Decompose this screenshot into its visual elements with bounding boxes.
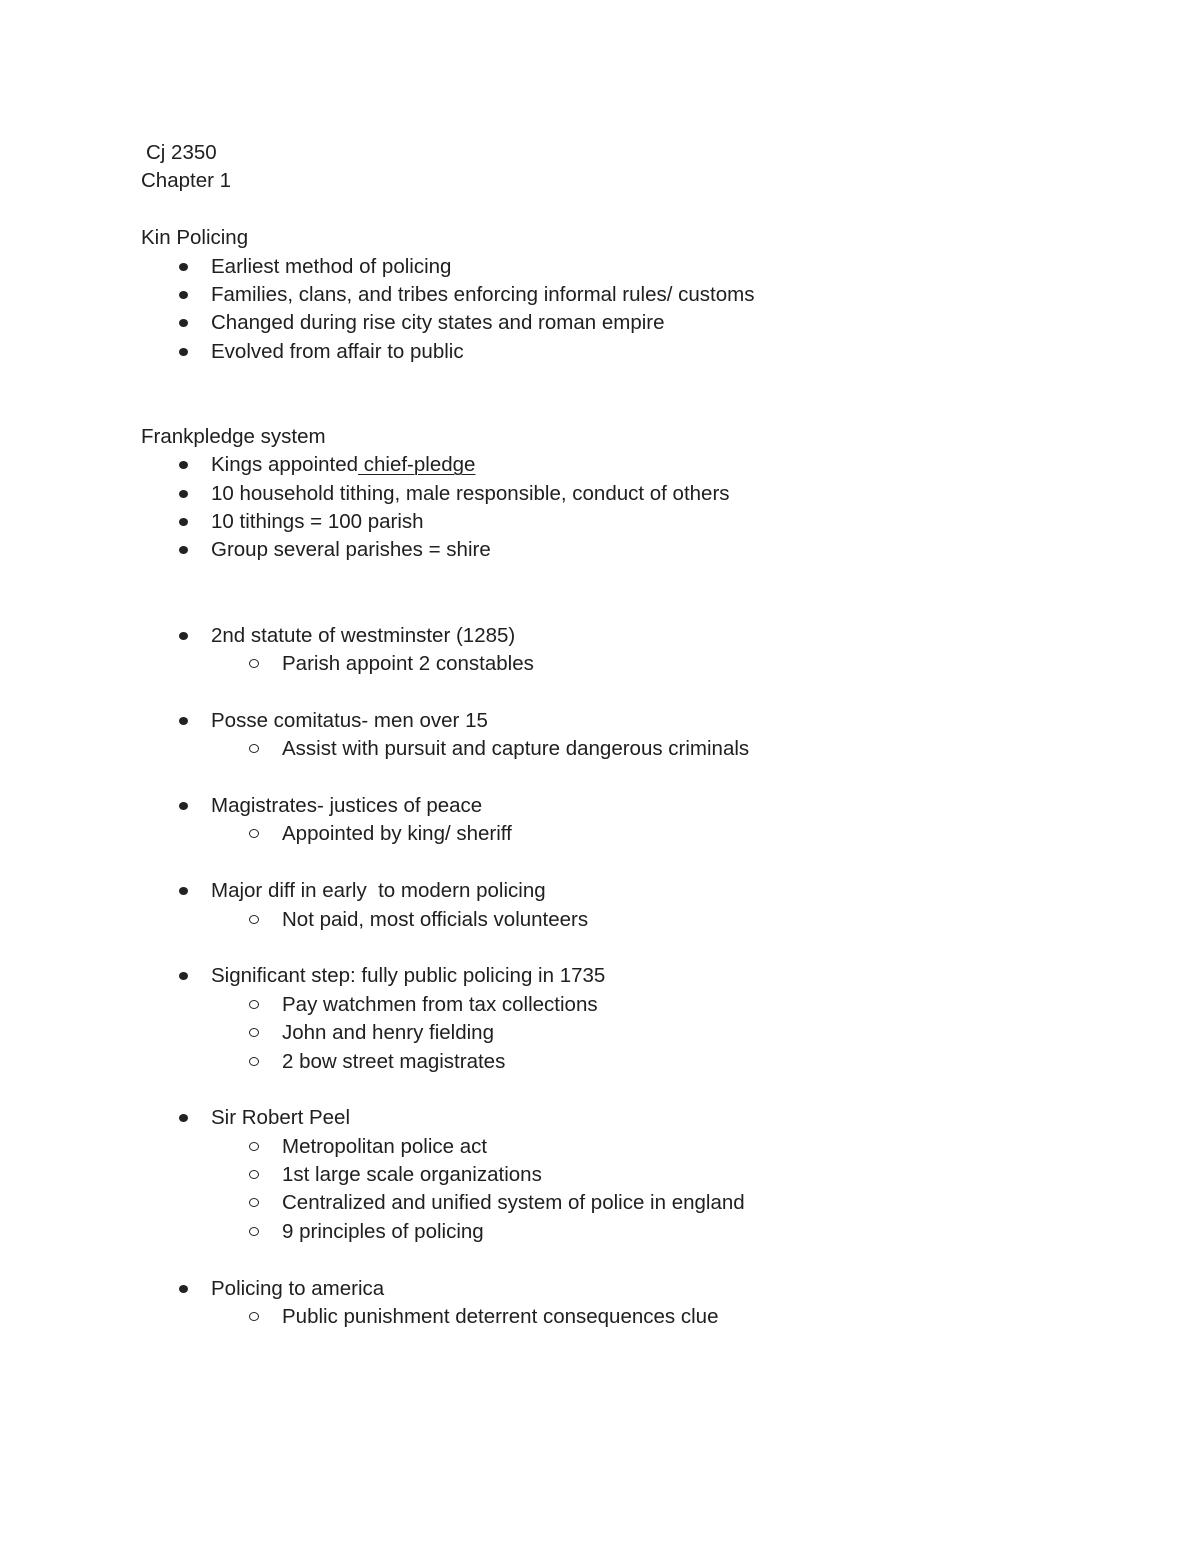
sub-list-item: Assist with pursuit and capture dangerous criminals	[141, 735, 1141, 763]
spacer	[141, 395, 1141, 423]
list-item: Policing to america	[141, 1275, 1141, 1303]
bullet-icon	[179, 972, 188, 980]
bullet-icon	[179, 1285, 188, 1293]
bullet-icon	[179, 490, 188, 498]
list-item: 10 tithings = 100 parish	[141, 508, 1141, 536]
list-item: Significant step: fully public policing in 1735	[141, 962, 1141, 990]
bullet-icon	[179, 518, 188, 526]
spacer	[141, 678, 1141, 706]
document-body	[141, 139, 1141, 1331]
hollow-bullet-icon	[249, 1028, 259, 1037]
sub-list-item: Parish appoint 2 constables	[141, 650, 1141, 678]
bullet-icon	[179, 802, 188, 810]
course-title: Cj 2350	[146, 141, 217, 164]
hollow-bullet-icon	[249, 1227, 259, 1236]
spacer	[141, 934, 1141, 962]
bullet-icon	[179, 1114, 188, 1122]
bullet-icon	[179, 887, 188, 895]
hollow-bullet-icon	[249, 659, 259, 668]
section-heading-kin-policing: Kin Policing	[141, 226, 249, 250]
spacer	[141, 565, 1141, 593]
sub-list-item: 9 principles of policing	[141, 1218, 1141, 1246]
list-item: Earliest method of policing	[141, 253, 1141, 281]
sub-list-item: 1st large scale organizations	[141, 1161, 1141, 1189]
sub-list-item: Appointed by king/ sheriff	[141, 820, 1141, 848]
spacer	[141, 1076, 1141, 1104]
bullet-icon	[179, 717, 188, 725]
sub-list-item: Centralized and unified system of police in england	[141, 1189, 1141, 1217]
chapter-title: Chapter 1	[141, 169, 232, 193]
underlined-term: chief-pledge	[358, 453, 476, 477]
hollow-bullet-icon	[249, 1198, 259, 1207]
sub-list-item: Not paid, most officials volunteers	[141, 906, 1141, 934]
hollow-bullet-icon	[249, 1000, 259, 1009]
list-item: 2nd statute of westminster (1285)	[141, 622, 1141, 650]
section-heading-frankpledge: Frankpledge system	[141, 424, 326, 448]
hollow-bullet-icon	[249, 1057, 259, 1066]
hollow-bullet-icon	[249, 1170, 259, 1179]
list-item: Sir Robert Peel	[141, 1104, 1141, 1132]
bullet-icon	[179, 263, 188, 271]
sub-list-item: Public punishment deterrent consequences clue	[141, 1303, 1141, 1331]
spacer	[141, 849, 1141, 877]
sub-list-item: Metropolitan police act	[141, 1133, 1141, 1161]
hollow-bullet-icon	[249, 829, 259, 838]
hollow-bullet-icon	[249, 1312, 259, 1321]
list-item: Evolved from affair to public	[141, 338, 1141, 366]
list-item: Families, clans, and tribes enforcing informal rules/ customs	[141, 281, 1141, 309]
sub-list-item: Pay watchmen from tax collections	[141, 991, 1141, 1019]
sub-list-item: 2 bow street magistrates	[141, 1048, 1141, 1076]
bullet-icon	[179, 632, 188, 640]
list-item: Posse comitatus- men over 15	[141, 707, 1141, 735]
spacer	[141, 366, 1141, 394]
bullet-icon	[179, 546, 188, 554]
spacer	[141, 1246, 1141, 1274]
spacer	[141, 764, 1141, 792]
spacer	[141, 196, 1141, 224]
hollow-bullet-icon	[249, 915, 259, 924]
list-item: Magistrates- justices of peace	[141, 792, 1141, 820]
spacer	[141, 593, 1141, 621]
list-item: Changed during rise city states and roman empire	[141, 309, 1141, 337]
list-item: Group several parishes = shire	[141, 536, 1141, 564]
list-item: 10 household tithing, male responsible, conduct of others	[141, 480, 1141, 508]
hollow-bullet-icon	[249, 744, 259, 753]
list-item: Kings appointed chief-pledge	[141, 451, 1141, 479]
hollow-bullet-icon	[249, 1142, 259, 1151]
bullet-icon	[179, 291, 188, 299]
bullet-icon	[179, 319, 188, 327]
list-item: Major diff in early to modern policing	[141, 877, 1141, 905]
bullet-icon	[179, 461, 188, 469]
sub-list-item: John and henry fielding	[141, 1019, 1141, 1047]
bullet-icon	[179, 348, 188, 356]
